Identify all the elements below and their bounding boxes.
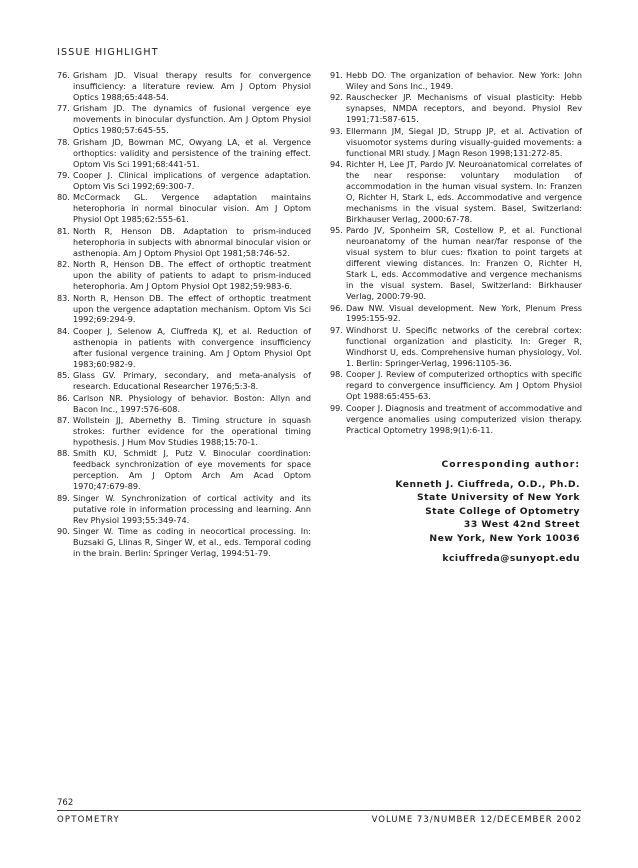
journal-name: OPTOMETRY bbox=[57, 815, 120, 825]
reference-number: 83. bbox=[57, 292, 70, 303]
reference-text: Rauschecker JP. Mechanisms of visual plasticity: Hebb synapses, NMDA receptors, and beyond. Physiol Rev 1991;71:587-615. bbox=[346, 92, 582, 125]
reference-item bbox=[330, 369, 582, 402]
issue-info: VOLUME 73/NUMBER 12/DECEMBER 2002 bbox=[371, 815, 582, 825]
reference-number: 85. bbox=[57, 370, 70, 381]
reference-number: 78. bbox=[57, 136, 70, 147]
author-name: Kenneth J. Ciuffreda, O.D., Ph.D. bbox=[395, 478, 580, 490]
reference-number: 91. bbox=[330, 70, 343, 80]
reference-number: 77. bbox=[57, 103, 70, 114]
section-header: ISSUE HIGHLIGHT bbox=[57, 47, 159, 58]
address-line-1: State University of New York bbox=[416, 492, 580, 504]
reference-number: 86. bbox=[57, 392, 70, 403]
reference-number: 87. bbox=[57, 415, 70, 426]
reference-text: Richter H, Lee JT, Pardo JV. Neuroanatomical correlates of the near response: voluntary modulation of accommodation in the human visual system. In: Franzen O, Richter H, Stark L, eds. Accommodative and vergence mechanisms in the visual system. Basel, Switzerland: Birkhauser Verlag, 2000:67-78. bbox=[346, 159, 582, 224]
reference-item bbox=[57, 70, 311, 103]
reference-text: Carlson NR. Physiology of behavior. Boston: Allyn and Bacon Inc., 1997:576-608. bbox=[73, 392, 311, 414]
reference-text: Daw NW. Visual development. New York, Plenum Press 1995:155-92. bbox=[346, 302, 582, 324]
reference-number: 92. bbox=[330, 92, 343, 103]
reference-text: North R, Henson DB. Adaptation to prism-induced heterophoria in subjects with abnormal binocular vision or asthenopia. Am J Optom Physiol Opt 1981;58:746-52. bbox=[73, 225, 311, 258]
reference-text: Cooper J. Clinical implications of vergence adaptation. Optom Vis Sci 1992;69:300-7. bbox=[73, 170, 311, 192]
reference-number: 76. bbox=[57, 70, 70, 80]
reference-item bbox=[330, 126, 582, 159]
reference-text: Glass GV. Primary, secondary, and meta-analysis of research. Educational Researcher 1976;5:3-8. bbox=[73, 370, 311, 392]
reference-item bbox=[330, 159, 582, 225]
reference-item bbox=[57, 293, 311, 326]
address-line-4: New York, New York 10036 bbox=[429, 532, 580, 544]
references-right-column bbox=[330, 70, 582, 436]
reference-text: Cooper J, Selenow A, Ciuffreda KJ, et al. Reduction of asthenopia in patients with convergence insufficiency after fusional vergence training. Am J Optom Physiol Opt 1983;60:982-9. bbox=[73, 325, 311, 369]
reference-number: 93. bbox=[330, 125, 343, 136]
reference-number: 82. bbox=[57, 259, 70, 270]
page-number: 762 bbox=[57, 798, 74, 808]
reference-item bbox=[57, 326, 311, 370]
reference-item bbox=[57, 526, 311, 559]
reference-number: 98. bbox=[330, 369, 343, 380]
reference-item bbox=[57, 103, 311, 136]
reference-number: 94. bbox=[330, 159, 343, 170]
reference-item bbox=[57, 226, 311, 259]
reference-number: 89. bbox=[57, 492, 70, 503]
reference-text: Singer W. Synchronization of cortical activity and its putative role in information processing and learning. Ann Rev Physiol 1993;55:349-74. bbox=[73, 492, 311, 525]
corresponding-author-title: Corresponding author: bbox=[441, 459, 580, 470]
reference-text: Cooper J. Diagnosis and treatment of accommodative and vergence anomalies using computerized vision therapy. Practical Optometry 1998;9(1):6-11. bbox=[346, 402, 582, 435]
reference-number: 84. bbox=[57, 325, 70, 336]
reference-number: 81. bbox=[57, 225, 70, 236]
reference-item bbox=[57, 192, 311, 225]
reference-item bbox=[330, 70, 582, 92]
reference-number: 99. bbox=[330, 402, 343, 413]
reference-text: Cooper J. Review of computerized orthoptics with specific regard to convergence insufficiency. Am J Optom Physiol Opt 1988:65:455-63. bbox=[346, 369, 582, 402]
reference-item bbox=[57, 493, 311, 526]
reference-text: Grisham JD, Bowman MC, Owyang LA, et al. Vergence orthoptics: validity and persistence of the training effect. Optom Vis Sci 1991;68:441-51. bbox=[73, 136, 311, 169]
corresponding-author-block bbox=[330, 458, 580, 565]
reference-text: Hebb DO. The organization of behavior. New York: John Wiley and Sons Inc., 1949. bbox=[346, 70, 582, 91]
address-line-3: 33 West 42nd Street bbox=[463, 519, 580, 531]
reference-text: Pardo JV, Sponheim SR, Costellow P, et al. Functional neuroanatomy of the human near/far response of the visual system to blur cues: fixation to point targets at different viewing distances. In: Franzen O, Richter H, Stark L, eds. Accommodative and vergence mechanisms in the visual system. Basel, Switzerland: Birkhauser Verlag, 2000:79-90. bbox=[346, 225, 582, 302]
reference-item bbox=[57, 259, 311, 292]
reference-item bbox=[57, 448, 311, 492]
reference-number: 96. bbox=[330, 302, 343, 313]
reference-text: North R, Henson DB. The effect of orthoptic treatment upon the ability of patients to adapt to prism-induced heterophoria. Am J Optom Physiol Opt 1982;59:983-6. bbox=[73, 259, 311, 292]
reference-item bbox=[330, 403, 582, 436]
reference-text: North R, Henson DB. The effect of orthoptic treatment upon the vergence adaptation mechanism. Optom Vis Sci 1992;69:294-9. bbox=[73, 292, 311, 325]
reference-text: Smith KU, Schmidt J, Putz V. Binocular coordination: feedback synchronization of eye movements for space perception. Am J Optom Arch Am Acad Optom 1970;47:679-89. bbox=[73, 448, 311, 492]
reference-text: Grisham JD. Visual therapy results for convergence insufficiency: a literature review. Am J Optom Physiol Optics 1988;65:448-54. bbox=[73, 70, 311, 102]
reference-item bbox=[57, 393, 311, 415]
reference-text: Ellermann JM, Siegal JD, Strupp JP, et al. Activation of visuomotor systems during visually-guided movements: a functional MRI study. J Magn Reson 1998;131:272-85. bbox=[346, 125, 582, 158]
reference-item bbox=[330, 225, 582, 302]
reference-text: Grisham JD. The dynamics of fusional vergence eye movements in binocular dysfunction. Am J Optom Physiol Optics 1980;57:645-55. bbox=[73, 103, 311, 136]
reference-item bbox=[57, 137, 311, 170]
address-line-2: State College of Optometry bbox=[425, 505, 580, 517]
references-left-column bbox=[57, 70, 311, 559]
reference-number: 95. bbox=[330, 225, 343, 236]
author-email[interactable]: kciuffreda@sunyopt.edu bbox=[442, 552, 580, 564]
reference-item bbox=[330, 303, 582, 325]
footer-divider bbox=[57, 810, 581, 811]
reference-item bbox=[57, 170, 311, 192]
reference-number: 90. bbox=[57, 526, 70, 537]
reference-number: 80. bbox=[57, 192, 70, 203]
reference-item bbox=[330, 325, 582, 369]
reference-item bbox=[330, 92, 582, 125]
reference-text: Singer W. Time as coding in neocortical processing. In: Buzsaki G, Llinas R, Singer W, et al., eds. Temporal coding in the brain. Berlin: Springer Verlag, 1994:51-79. bbox=[73, 526, 311, 558]
reference-item bbox=[57, 370, 311, 392]
reference-text: McCormack GL. Vergence adaptation maintains heterophoria in normal binocular vision. Am J Optom Physiol Opt 1985;62:555-61. bbox=[73, 192, 311, 225]
reference-number: 88. bbox=[57, 448, 70, 459]
reference-text: Wollstein JJ, Abernethy B. Timing structure in squash strokes: further evidence for the operational timing hypothesis. J Hum Mov Studies 1988;15:70-1. bbox=[73, 415, 311, 447]
reference-number: 79. bbox=[57, 170, 70, 181]
reference-text: Windhorst U. Specific networks of the cerebral cortex: functional organization and plasticity. In: Greger R, Windhorst U, eds. Comprehensive human physiology, Vol. 1. Berlin: Springer-Verlag, 1996:1105-36. bbox=[346, 324, 582, 368]
reference-item bbox=[57, 415, 311, 448]
reference-number: 97. bbox=[330, 324, 343, 335]
